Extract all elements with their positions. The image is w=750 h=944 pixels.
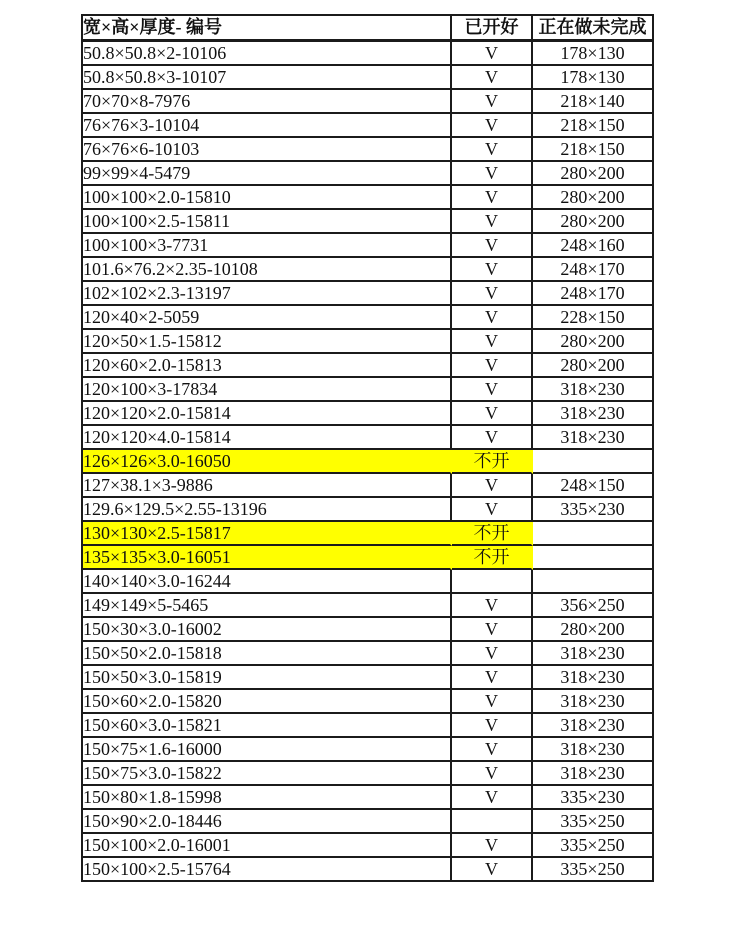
done-cell: V [452, 594, 533, 618]
pending-cell: 318×230 [533, 642, 654, 666]
table-row [83, 330, 654, 354]
pending-cell: 335×250 [533, 858, 654, 882]
spec-cell: 130×130×2.5-15817 [83, 522, 452, 546]
table-row [83, 858, 654, 882]
done-cell: V [452, 834, 533, 858]
pending-cell: 218×140 [533, 90, 654, 114]
done-cell: V [452, 474, 533, 498]
table-row [83, 210, 654, 234]
table-row [83, 738, 654, 762]
spec-cell: 101.6×76.2×2.35-10108 [83, 258, 452, 282]
done-cell: V [452, 618, 533, 642]
done-cell: V [452, 42, 533, 66]
spec-cell: 50.8×50.8×3-10107 [83, 66, 452, 90]
done-cell: V [452, 402, 533, 426]
done-cell: V [452, 498, 533, 522]
table-row [83, 282, 654, 306]
spec-cell: 126×126×3.0-16050 [83, 450, 452, 474]
pending-cell: 178×130 [533, 42, 654, 66]
pending-cell: 248×160 [533, 234, 654, 258]
done-cell: V [452, 426, 533, 450]
table-row [83, 42, 654, 66]
table-row [83, 138, 654, 162]
table-row [83, 186, 654, 210]
spec-cell: 120×60×2.0-15813 [83, 354, 452, 378]
pending-cell: 335×250 [533, 834, 654, 858]
spec-cell: 100×100×2.5-15811 [83, 210, 452, 234]
pending-cell: 335×230 [533, 498, 654, 522]
done-cell: V [452, 354, 533, 378]
done-cell: V [452, 762, 533, 786]
header-row [83, 16, 654, 42]
spec-cell: 100×100×3-7731 [83, 234, 452, 258]
spec-cell: 102×102×2.3-13197 [83, 282, 452, 306]
spec-cell: 150×100×2.0-16001 [83, 834, 452, 858]
pending-cell: 248×170 [533, 258, 654, 282]
pending-cell: 248×170 [533, 282, 654, 306]
done-cell [452, 570, 533, 594]
done-cell: V [452, 258, 533, 282]
done-cell: V [452, 858, 533, 882]
done-cell: V [452, 66, 533, 90]
pending-cell: 318×230 [533, 426, 654, 450]
table-row [83, 618, 654, 642]
done-cell: V [452, 162, 533, 186]
done-cell: V [452, 114, 533, 138]
pending-cell: 318×230 [533, 666, 654, 690]
table-row [83, 594, 654, 618]
table-row [83, 378, 654, 402]
pending-cell: 318×230 [533, 690, 654, 714]
done-cell: V [452, 234, 533, 258]
pending-cell [533, 522, 654, 546]
table-row [83, 666, 654, 690]
pending-cell: 218×150 [533, 114, 654, 138]
done-cell: V [452, 306, 533, 330]
spec-cell: 50.8×50.8×2-10106 [83, 42, 452, 66]
done-cell: V [452, 714, 533, 738]
done-cell: V [452, 642, 533, 666]
pending-cell [533, 450, 654, 474]
pending-cell: 318×230 [533, 378, 654, 402]
spec-cell: 150×90×2.0-18446 [83, 810, 452, 834]
pending-cell: 280×200 [533, 354, 654, 378]
spec-cell: 135×135×3.0-16051 [83, 546, 452, 570]
table-row [83, 426, 654, 450]
pending-cell: 356×250 [533, 594, 654, 618]
table-row [83, 522, 654, 546]
spec-cell: 120×50×1.5-15812 [83, 330, 452, 354]
pending-cell: 280×200 [533, 162, 654, 186]
done-cell [452, 810, 533, 834]
pending-cell: 218×150 [533, 138, 654, 162]
spec-cell: 120×120×4.0-15814 [83, 426, 452, 450]
table-row [83, 114, 654, 138]
spec-cell: 149×149×5-5465 [83, 594, 452, 618]
done-cell: V [452, 282, 533, 306]
header-in-progress-unfinished: 正在做未完成 [533, 16, 654, 42]
done-cell: V [452, 330, 533, 354]
spec-cell: 150×50×3.0-15819 [83, 666, 452, 690]
spec-cell: 129.6×129.5×2.55-13196 [83, 498, 452, 522]
done-cell: V [452, 690, 533, 714]
table-row [83, 786, 654, 810]
spec-cell: 150×75×1.6-16000 [83, 738, 452, 762]
done-cell: 不开 [452, 546, 533, 570]
pending-cell: 318×230 [533, 762, 654, 786]
pending-cell: 335×230 [533, 786, 654, 810]
done-cell: V [452, 90, 533, 114]
spec-cell: 127×38.1×3-9886 [83, 474, 452, 498]
done-cell: 不开 [452, 450, 533, 474]
done-cell: V [452, 738, 533, 762]
spec-cell: 150×100×2.5-15764 [83, 858, 452, 882]
done-cell: V [452, 210, 533, 234]
spec-cell: 150×30×3.0-16002 [83, 618, 452, 642]
table-row [83, 498, 654, 522]
table-row [83, 690, 654, 714]
table-row [83, 762, 654, 786]
header-spec-number: 宽×高×厚度- 编号 [83, 16, 452, 42]
pending-cell: 280×200 [533, 330, 654, 354]
spec-cell: 140×140×3.0-16244 [83, 570, 452, 594]
done-cell: V [452, 378, 533, 402]
spec-cell: 150×60×3.0-15821 [83, 714, 452, 738]
table-row [83, 810, 654, 834]
table-row [83, 834, 654, 858]
table-row [83, 642, 654, 666]
spec-cell: 150×75×3.0-15822 [83, 762, 452, 786]
pending-cell: 248×150 [533, 474, 654, 498]
spec-cell: 120×120×2.0-15814 [83, 402, 452, 426]
spec-cell: 150×50×2.0-15818 [83, 642, 452, 666]
table-row [83, 570, 654, 594]
done-cell: V [452, 666, 533, 690]
pending-cell [533, 570, 654, 594]
spec-cell: 76×76×3-10104 [83, 114, 452, 138]
pending-cell: 318×230 [533, 714, 654, 738]
table-row [83, 354, 654, 378]
spec-cell: 120×100×3-17834 [83, 378, 452, 402]
table-body [83, 42, 654, 882]
table-row [83, 234, 654, 258]
pending-cell: 335×250 [533, 810, 654, 834]
spec-cell: 99×99×4-5479 [83, 162, 452, 186]
done-cell: V [452, 786, 533, 810]
pending-cell: 280×200 [533, 186, 654, 210]
spec-cell: 120×40×2-5059 [83, 306, 452, 330]
table-row [83, 66, 654, 90]
production-status-table [81, 14, 654, 882]
table-row [83, 450, 654, 474]
table-row [83, 306, 654, 330]
done-cell: V [452, 186, 533, 210]
spec-cell: 100×100×2.0-15810 [83, 186, 452, 210]
pending-cell: 280×200 [533, 210, 654, 234]
table-row [83, 474, 654, 498]
pending-cell [533, 546, 654, 570]
spec-cell: 76×76×6-10103 [83, 138, 452, 162]
spec-cell: 150×80×1.8-15998 [83, 786, 452, 810]
pending-cell: 228×150 [533, 306, 654, 330]
table-row [83, 714, 654, 738]
pending-cell: 318×230 [533, 738, 654, 762]
pending-cell: 178×130 [533, 66, 654, 90]
pending-cell: 318×230 [533, 402, 654, 426]
done-cell: 不开 [452, 522, 533, 546]
table-row [83, 546, 654, 570]
table-row [83, 162, 654, 186]
header-already-cut: 已开好 [452, 16, 533, 42]
spec-cell: 70×70×8-7976 [83, 90, 452, 114]
table-row [83, 258, 654, 282]
spec-cell: 150×60×2.0-15820 [83, 690, 452, 714]
pending-cell: 280×200 [533, 618, 654, 642]
done-cell: V [452, 138, 533, 162]
table-row [83, 90, 654, 114]
table-row [83, 402, 654, 426]
